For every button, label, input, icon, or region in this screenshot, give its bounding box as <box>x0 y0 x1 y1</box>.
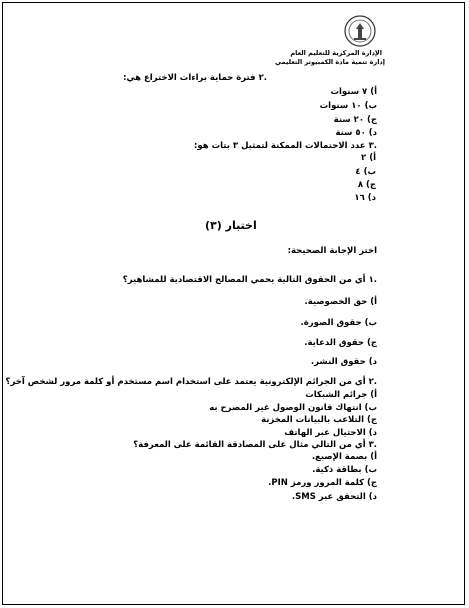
option-b[interactable]: ب) بطاقة ذكية. <box>312 465 377 475</box>
option-c[interactable]: ج) ٨ <box>357 180 376 190</box>
question-2: .٢ أي من الجرائم الإلكترونية يعتمد على استخدام اسم مستخدم أو كلمة مرور لشخص آخر؟ <box>5 377 377 387</box>
option-a[interactable]: أ) ٧ سنوات <box>330 87 377 97</box>
option-b[interactable]: ب) انتهاك قانون الوصول غير المصرح به <box>209 403 377 413</box>
page-border <box>2 2 465 605</box>
option-c[interactable]: ج) ٢٠ سنة <box>333 115 377 125</box>
instruction: اختر الإجابة الصحيحة: <box>287 246 377 256</box>
option-a[interactable]: أ) ٢ <box>361 153 376 163</box>
test-title: اختبار (٣) <box>205 219 257 232</box>
org-name-line2: إدارة تنمية مادة الكمبيوتر التعليمي <box>274 58 385 66</box>
option-d[interactable]: د) ١٦ <box>354 193 376 203</box>
option-c[interactable]: ج) حقوق الدعاية. <box>304 338 377 348</box>
option-a[interactable]: أ) حق الخصوصية. <box>304 297 377 307</box>
question-3: .٣ أي من التالي مثال على المصادقة القائمة على المعرفة؟ <box>133 440 377 450</box>
option-a[interactable]: أ) بصمة الإصبع. <box>311 452 377 462</box>
option-d[interactable]: د) الاحتيال عبر الهاتف <box>284 428 377 438</box>
option-c[interactable]: ج) التلاعب بالبيانات المخزنة <box>261 415 377 425</box>
option-c[interactable]: ج) كلمة المرور ورمز PIN. <box>268 478 377 488</box>
org-name-line1: الإدارة المركزية للتعليم العام <box>290 49 382 57</box>
option-d[interactable]: د) التحقق عبر SMS. <box>291 492 377 502</box>
option-b[interactable]: ب) ١٠ سنوات <box>319 101 377 111</box>
ministry-logo-icon <box>341 14 379 48</box>
option-b[interactable]: ب) حقوق الصورة. <box>300 318 377 328</box>
question-1: .١ أي من الحقوق التالية يحمي المصالح الاقتصادية للمشاهير؟ <box>122 275 377 285</box>
option-d[interactable]: د) ٥٠ سنة <box>335 128 377 138</box>
question-bits-combinations: .٣ عدد الاحتمالات الممكنة لتمثيل ٣ بتات هو: <box>193 141 377 151</box>
question-patent-period: .٢ فترة حماية براءات الاختراع هي: <box>123 73 267 83</box>
option-b[interactable]: ب) ٤ <box>355 167 376 177</box>
option-d[interactable]: د) حقوق النشر. <box>310 357 377 367</box>
option-a[interactable]: أ) جرائم الشبكات <box>305 390 377 400</box>
